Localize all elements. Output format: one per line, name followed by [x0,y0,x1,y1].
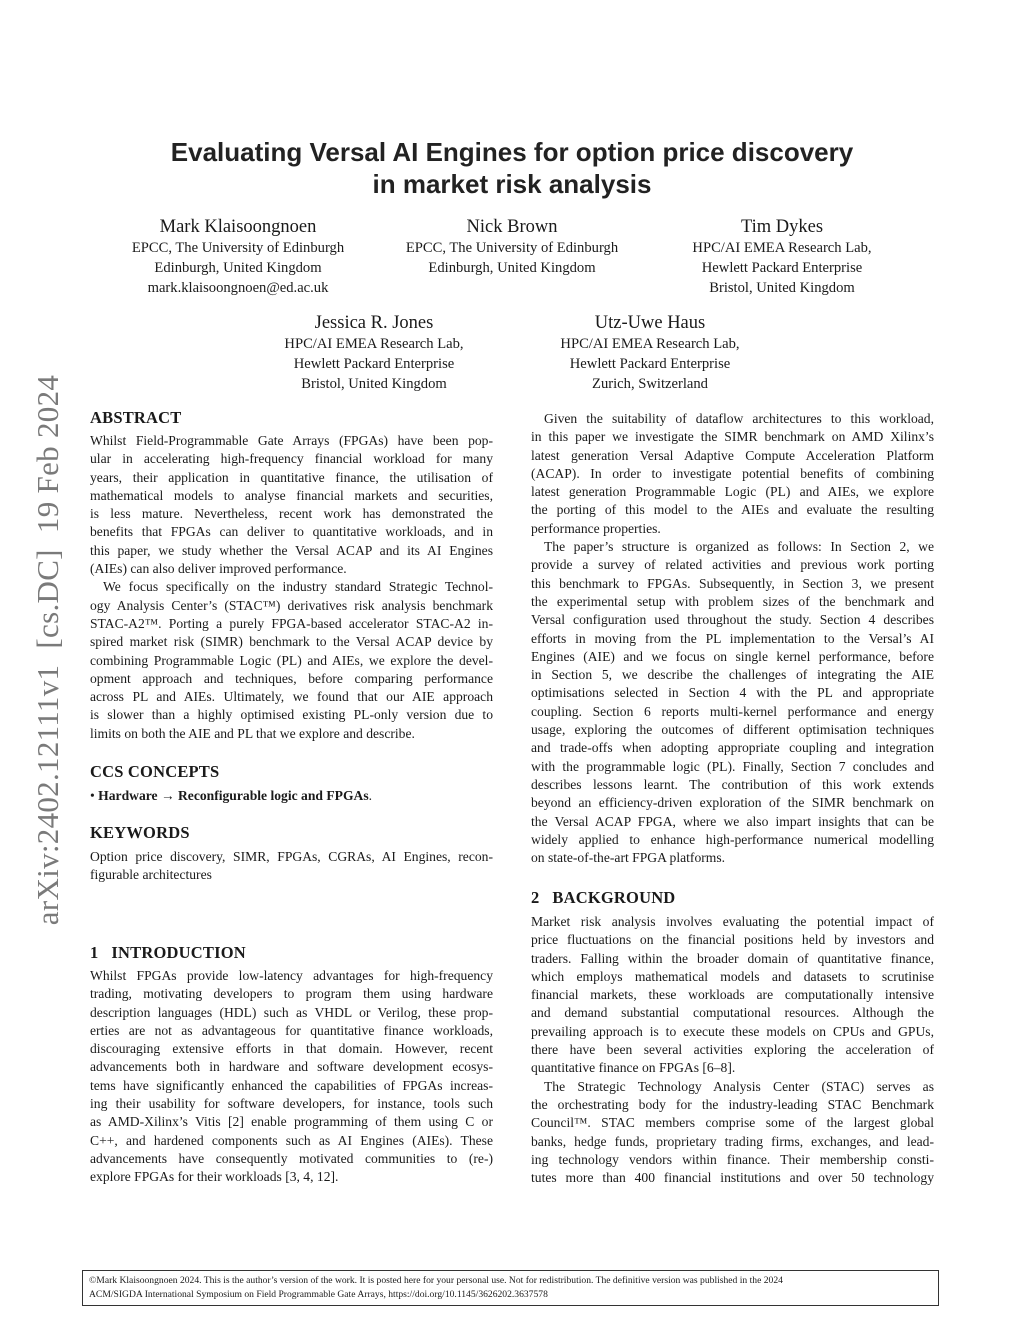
author-affiliation: EPCC, The University of Edinburgh [405,240,619,256]
author-location: Bristol, United Kingdom [709,280,855,296]
text-line: beyond an efficiency-driven exploration of the SIMR benchmark on [531,795,934,811]
text-line: Engines (AIE) and we focus on single kernel performance, before [531,648,934,664]
text-line: opment approach and techniques, before comparing performance [90,670,493,686]
text-line: ing their usability for software developers, for instance, tools such [90,1096,493,1112]
author-block [88,216,388,298]
text-line: prevailing approach is to execute these models on CPUs and GPUs, [531,1023,934,1039]
author-name: Utz-Uwe Haus [594,313,706,333]
author-location: Zurich, Switzerland [592,376,708,392]
text-line: and demand substantial computational resources. Although the [531,1005,934,1021]
author-name: Tim Dykes [740,217,824,237]
text-line: provide a survey of related activities and previous work porting [531,557,934,573]
author-block [224,312,524,394]
author-location: Bristol, United Kingdom [301,376,447,392]
text-line: We focus specifically on the industry standard Strategic Technol- [103,579,493,595]
arxiv-stamp: arXiv:2402.12111v1 [cs.DC] 19 Feb 2024 [30,374,65,926]
text-line: erties are not as advantageous for quantitative finance workloads, [90,1022,493,1038]
text-line: optimisations selected in Section 4 with the PL and appropriate [531,685,934,701]
text-line: the Versal ACAP FPGA, where we also impart insights that can be [531,813,934,829]
text-line: efforts in moving from the PL implementation to the Versal’s AI [531,630,934,646]
section-heading-ccs: CCS CONCEPTS [90,762,220,781]
text-line: on state-of-the-art FPGA platforms. [531,850,726,866]
text-line: Whilst FPGAs provide low-latency advantages for high-frequency [90,968,493,983]
author-affiliation: Hewlett Packard Enterprise [293,356,455,372]
text-line: across PL and AIEs. Ultimately, we found that our AIE approach [90,689,493,705]
ccs-term: Hardware → Reconfigurable logic and FPGAs [98,788,369,803]
abstract-body [90,432,493,743]
text-line: coupling. Section 6 reports multi-kernel performance and energy [531,703,934,719]
text-line: The paper’s structure is organized as follows: In Section 2, we [544,539,934,555]
text-line: advancements have consequently motivated communities to (re-) [90,1150,493,1166]
text-line: trading, motivating developers to program them using hardware [90,986,493,1002]
section-heading-background: 2 BACKGROUND [531,888,676,907]
text-line: performance properties. [531,520,661,536]
text-line: The Strategic Technology Analysis Center (STAC) serves as [544,1078,934,1094]
text-line: financial markets, these workloads are computationally intensive [531,987,934,1003]
author-block [500,312,800,394]
text-line: the orchestrating body for the industry-leading STAC Benchmark [531,1096,934,1112]
section-heading-abstract: ABSTRACT [90,408,182,427]
text-line: Versal configuration used throughout the study. Section 4 describes [531,612,934,628]
text-line: combining Programmable Logic (PL) and AIEs, we explore the devel- [90,652,493,668]
text-line: usage, exploring the outcomes of different optimisation techniques [531,722,934,738]
author-block [632,216,932,298]
text-line: traders. Falling within the broader domain of quantitative finance, [531,950,934,966]
title-line: Evaluating Versal AI Engines for option price discovery [170,137,854,167]
author-block [362,216,662,278]
author-email[interactable]: mark.klaisoongnoen@ed.ac.uk [147,280,329,296]
text-line: description languages (HDL) such as VHDL or Verilog, these prop- [90,1004,493,1020]
text-line: explore FPGAs for their workloads [3, 4, 12]. [90,1169,339,1185]
text-line: in this paper we investigate the SIMR benchmark on AMD Xilinx’s [531,429,934,445]
text-line: quantitative finance on FPGAs [6–8]. [531,1060,736,1076]
text-line: discouraging extensive efforts in that domain. However, recent [90,1041,493,1057]
text-line: price fluctuations on the financial positions held by investors and [531,932,934,948]
ccs-end: . [368,788,373,803]
ccs-concepts [90,787,493,805]
text-line: latest generation Programmable Logic (PL) and AIEs, we explore [531,484,934,500]
author-affiliation: Hewlett Packard Enterprise [701,260,863,276]
text-line: years, their application in quantitative finance, the utilisation of [90,469,493,485]
introduction-continued [531,410,934,867]
author-name: Nick Brown [466,217,558,237]
text-line: Whilst Field-Programmable Gate Arrays (FPGAs) have been pop- [90,433,493,448]
footer-line: ACM/SIGDA International Symposium on Field Programmable Gate Arrays, https://doi.org/10.1145/3626202.3637578 [89,1289,548,1300]
text-line: limits on both the AIE and PL that we explore and describe. [90,725,415,741]
footer-line: ©Mark Klaisoongnoen 2024. This is the author’s version of the work. It is posted here for your personal use. Not for redistribution. The definitive version was published in the 2024 [89,1275,783,1286]
author-location: Edinburgh, United Kingdom [154,260,322,276]
bullet: • [90,788,95,803]
text-line: latest generation Versal Adaptive Compute Acceleration Platform [531,447,934,463]
section-heading-keywords: KEYWORDS [90,823,190,842]
text-line: Council™. STAC members comprise some of the largest global [531,1115,934,1131]
author-affiliation: Hewlett Packard Enterprise [569,356,731,372]
text-line: is slower than a highly optimised existing PL-only version due to [90,707,493,723]
text-line: C++, and hardened components such as AI Engines (AIEs). These [90,1132,493,1148]
text-line: ular in accelerating high-frequency financial workload for many [90,451,493,467]
text-line: the porting of this model to the AIEs and evaluate the resulting [531,502,934,518]
introduction-body [90,967,493,1187]
text-line: describes lessons learnt. The contribution of this work extends [531,776,934,792]
text-line: tutes more than 400 financial institutions and over 50 technology [531,1170,934,1186]
text-line: is less mature. Nevertheless, recent work has demonstrated the [90,506,493,522]
text-line: mathematical models to analyse financial markets and securities, [90,487,493,503]
text-line: Market risk analysis involves evaluating the potential impact of [531,914,934,929]
text-line: Option price discovery, SIMR, FPGAs, CGRAs, AI Engines, recon- [90,849,493,864]
text-line: banks, hedge funds, proprietary trading firms, exchanges, and lead- [531,1133,934,1149]
text-line: as AMD-Xilinx’s Vitis [2] enable programming of them using C or [90,1114,493,1130]
text-line: in Section 5, we describe the challenges of integrating the AIE [531,667,934,683]
text-line: Given the suitability of dataflow architectures to this workload, [544,411,934,426]
text-line: (AIEs) can also deliver improved performance. [90,561,347,577]
author-name: Mark Klaisoongnoen [159,217,317,237]
text-line: and trade-offs when adopting appropriate coupling and integration [531,740,934,756]
background-body [531,913,934,1187]
author-affiliation: HPC/AI EMEA Research Lab, [284,336,464,352]
paper-title [0,136,1024,200]
author-affiliation: HPC/AI EMEA Research Lab, [692,240,872,256]
text-line: there have been several activities exploring the acceleration of [531,1042,934,1058]
author-affiliation: HPC/AI EMEA Research Lab, [560,336,740,352]
text-line: this paper, we study whether the Versal ACAP and its AI Engines [90,542,493,558]
author-location: Edinburgh, United Kingdom [428,260,596,276]
text-line: which employs mathematical models and datasets to scrutinise [531,968,934,984]
text-line: figurable architectures [90,867,212,883]
text-line: with the programmable logic (PL). Finally, Section 7 concludes and [531,758,934,774]
section-heading-introduction: 1 INTRODUCTION [90,943,246,962]
keywords-body [90,848,493,885]
text-line: widely applied to enhance high-performance numerical modelling [531,831,934,847]
text-line: spired market risk (SIMR) benchmark to the Versal ACAP device by [90,634,493,650]
text-line: benefits that FPGAs can deliver to quantitative workloads, and in [90,524,493,540]
text-line: the experimental setup with problem sizes of the benchmark and [531,593,934,609]
text-line: tems have significantly enhanced the capabilities of FPGAs increas- [90,1077,493,1093]
copyright-footer [82,1270,939,1306]
author-affiliation: EPCC, The University of Edinburgh [131,240,345,256]
text-line: ing technology vendors within finance. Their membership consti- [531,1151,934,1167]
text-line: advancements both in hardware and software development ecosys- [90,1059,493,1075]
title-line: in market risk analysis [372,169,652,199]
text-line: this benchmark to FPGAs. Subsequently, in Section 3, we present [531,575,934,591]
text-line: STAC-A2™. Porting a purely FPGA-based accelerator STAC-A2 in- [90,615,493,631]
text-line: (ACAP). In order to investigate potential benefits of combining [531,465,934,481]
author-name: Jessica R. Jones [314,313,434,333]
text-line: ogy Analysis Center’s (STAC™) derivatives risk analysis benchmark [90,597,493,613]
